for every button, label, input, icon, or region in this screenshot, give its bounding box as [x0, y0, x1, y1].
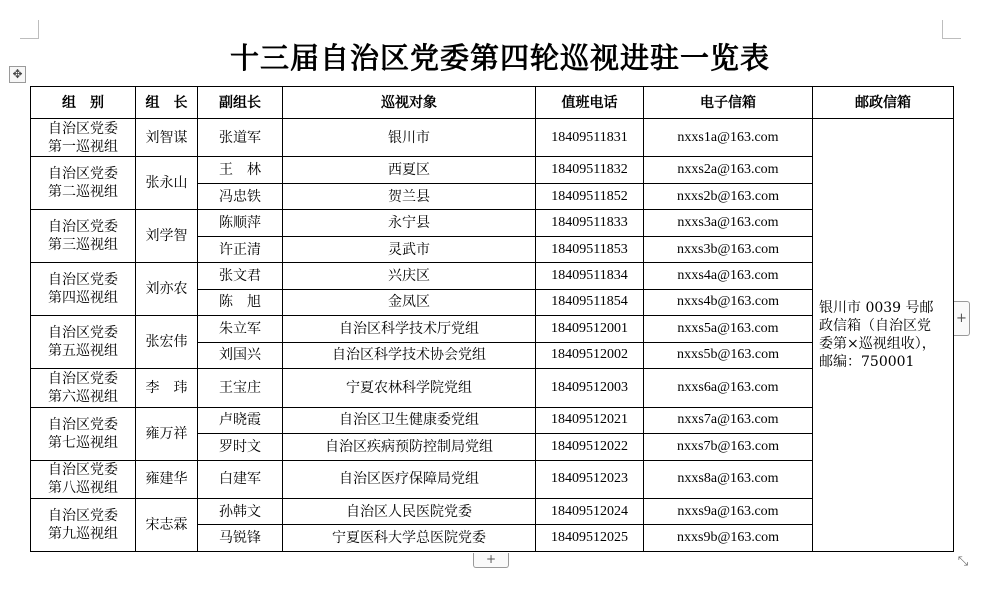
cell-phone: 18409512024: [536, 498, 644, 524]
group-name-line2: 第七巡视组: [48, 434, 118, 451]
cell-deputy: 白建军: [198, 460, 283, 498]
cell-deputy: 刘国兴: [198, 342, 283, 368]
cell-group-name: [31, 460, 136, 498]
cell-target: 贺兰县: [283, 183, 536, 209]
cell-email: nxxs3a@163.com: [644, 210, 813, 236]
cell-target: 宁夏农林科学院党组: [283, 369, 536, 407]
group-name-line2: 第五巡视组: [48, 343, 118, 360]
table-resize-icon[interactable]: ⤡: [957, 554, 969, 569]
cell-deputy: 冯忠铁: [198, 183, 283, 209]
cell-post-address: [813, 119, 954, 552]
cell-deputy: 孙韩文: [198, 498, 283, 524]
group-name-line2: 第六巡视组: [48, 388, 118, 405]
header-phone: 值班电话: [536, 87, 644, 119]
cell-deputy: 朱立军: [198, 316, 283, 342]
cell-group-name: [31, 157, 136, 210]
cell-leader: 张永山: [136, 157, 198, 210]
header-row: [31, 87, 954, 119]
add-column-button[interactable]: +: [954, 301, 970, 336]
cell-target: 金凤区: [283, 289, 536, 315]
cell-deputy: 张文君: [198, 263, 283, 289]
cell-email: nxxs5a@163.com: [644, 316, 813, 342]
cell-target: 自治区科学技术厅党组: [283, 316, 536, 342]
cell-target: 宁夏医科大学总医院党委: [283, 525, 536, 552]
cell-leader: 刘学智: [136, 210, 198, 263]
group-name-line1: 自治区党委: [48, 325, 118, 342]
cell-group-name: [31, 263, 136, 316]
cell-deputy: 王宝庄: [198, 369, 283, 407]
add-row-button[interactable]: +: [473, 553, 509, 568]
cell-deputy: 卢晓霞: [198, 407, 283, 433]
cell-leader: 刘智谋: [136, 119, 198, 157]
cell-phone: 18409512002: [536, 342, 644, 368]
cell-email: nxxs8a@163.com: [644, 460, 813, 498]
group-name-line2: 第八巡视组: [48, 480, 118, 497]
cell-deputy: 许正清: [198, 236, 283, 262]
group-name-line2: 第二巡视组: [48, 184, 118, 201]
cell-email: nxxs7b@163.com: [644, 434, 813, 460]
cell-phone: 18409512003: [536, 369, 644, 407]
cell-target: 永宁县: [283, 210, 536, 236]
table-body: [31, 119, 954, 552]
cell-email: nxxs3b@163.com: [644, 236, 813, 262]
cell-email: nxxs5b@163.com: [644, 342, 813, 368]
group-name-line1: 自治区党委: [48, 166, 118, 183]
table-move-handle-icon[interactable]: ✥: [9, 66, 26, 83]
header-email: 电子信箱: [644, 87, 813, 119]
table-row: [31, 119, 954, 157]
cell-target: 自治区医疗保障局党组: [283, 460, 536, 498]
cell-leader: 雍万祥: [136, 407, 198, 460]
group-name-line2: 第四巡视组: [48, 290, 118, 307]
group-name-line1: 自治区党委: [48, 272, 118, 289]
cell-phone: 18409512025: [536, 525, 644, 552]
cell-target: 西夏区: [283, 157, 536, 183]
cell-phone: 18409511853: [536, 236, 644, 262]
cell-group-name: [31, 210, 136, 263]
cell-phone: 18409512023: [536, 460, 644, 498]
cell-email: nxxs2a@163.com: [644, 157, 813, 183]
cell-email: nxxs6a@163.com: [644, 369, 813, 407]
post-address-line3: 委第×巡视组收），: [819, 336, 936, 352]
group-name-line2: 第一巡视组: [48, 138, 118, 155]
group-name-line1: 自治区党委: [48, 416, 118, 433]
post-address-line4: 邮编：750001: [819, 354, 915, 370]
group-name-line2: 第九巡视组: [48, 525, 118, 542]
header-target: 巡视对象: [283, 87, 536, 119]
cell-email: nxxs2b@163.com: [644, 183, 813, 209]
cell-email: nxxs7a@163.com: [644, 407, 813, 433]
cell-deputy: 罗时文: [198, 434, 283, 460]
cell-target: 灵武市: [283, 236, 536, 262]
cell-deputy: 王 林: [198, 157, 283, 183]
cell-phone: 18409512021: [536, 407, 644, 433]
page-title: 十三届自治区党委第四轮巡视进驻一览表: [229, 41, 770, 75]
group-name-line1: 自治区党委: [48, 120, 118, 137]
cell-email: nxxs4a@163.com: [644, 263, 813, 289]
cell-target: 自治区科学技术协会党组: [283, 342, 536, 368]
cell-group-name: [31, 498, 136, 551]
cell-email: nxxs9a@163.com: [644, 498, 813, 524]
cell-deputy: 陈顺萍: [198, 210, 283, 236]
cell-target: 银川市: [283, 119, 536, 157]
post-address-line2: 政信箱（自治区党: [819, 318, 931, 334]
cell-email: nxxs1a@163.com: [644, 119, 813, 157]
cell-target: 兴庆区: [283, 263, 536, 289]
cell-deputy: 张道军: [198, 119, 283, 157]
header-leader: 组 长: [136, 87, 198, 119]
cell-group-name: [31, 119, 136, 157]
cell-phone: 18409511833: [536, 210, 644, 236]
group-name-line1: 自治区党委: [48, 219, 118, 236]
cell-leader: 张宏伟: [136, 316, 198, 369]
header-deputy: 副组长: [198, 87, 283, 119]
group-name-line2: 第三巡视组: [48, 237, 118, 254]
cell-phone: 18409511854: [536, 289, 644, 315]
cell-deputy: 陈 旭: [198, 289, 283, 315]
cell-phone: 18409512022: [536, 434, 644, 460]
inspection-table: [30, 86, 954, 552]
cell-group-name: [31, 316, 136, 369]
cell-email: nxxs4b@163.com: [644, 289, 813, 315]
cell-leader: 刘亦农: [136, 263, 198, 316]
cell-deputy: 马锐锋: [198, 525, 283, 552]
header-post: 邮政信箱: [813, 87, 954, 119]
header-group: 组 别: [31, 87, 136, 119]
cell-leader: 李 玮: [136, 369, 198, 407]
cell-target: 自治区卫生健康委党组: [283, 407, 536, 433]
group-name-line1: 自治区党委: [48, 507, 118, 524]
cell-phone: 18409511834: [536, 263, 644, 289]
post-address-line1: 银川市 0039 号邮: [819, 300, 934, 316]
cell-group-name: [31, 369, 136, 407]
cell-phone: 18409511832: [536, 157, 644, 183]
cell-leader: 宋志霖: [136, 498, 198, 551]
cell-leader: 雍建华: [136, 460, 198, 498]
group-name-line1: 自治区党委: [48, 462, 118, 479]
cell-target: 自治区疾病预防控制局党组: [283, 434, 536, 460]
cell-phone: 18409512001: [536, 316, 644, 342]
cell-target: 自治区人民医院党委: [283, 498, 536, 524]
cell-phone: 18409511831: [536, 119, 644, 157]
group-name-line1: 自治区党委: [48, 370, 118, 387]
cell-phone: 18409511852: [536, 183, 644, 209]
cell-group-name: [31, 407, 136, 460]
cell-email: nxxs9b@163.com: [644, 525, 813, 552]
